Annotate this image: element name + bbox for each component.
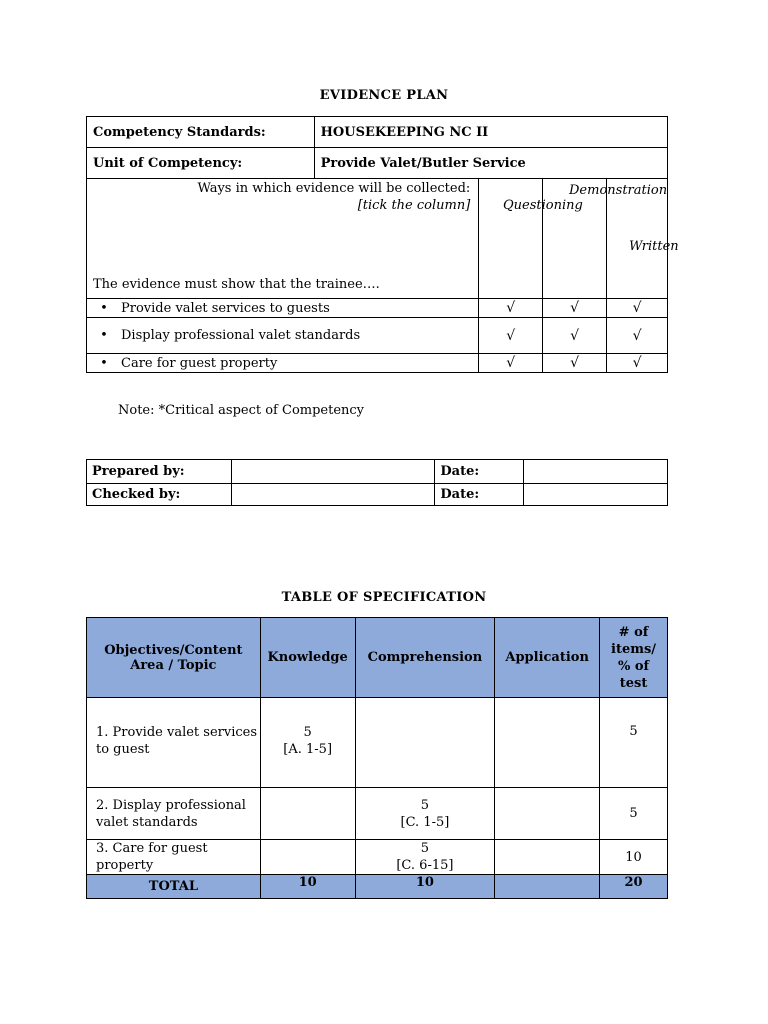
checked-date-field[interactable]: [524, 484, 668, 506]
bullet-icon: •: [100, 355, 108, 371]
tos-title: TABLE OF SPECIFICATION: [281, 590, 487, 605]
checkmark-icon: √: [543, 318, 607, 354]
tos-row-knowledge: [260, 840, 355, 875]
tos-row-items: 5: [600, 698, 668, 788]
prepared-by-label: Prepared by:: [87, 460, 232, 484]
tos-row-comprehension: [355, 698, 495, 788]
tos-row-knowledge: [260, 788, 355, 840]
written-label: Written: [629, 239, 679, 254]
evidence-plan-table: [86, 116, 668, 373]
competency-standards-label: Competency Standards:: [87, 117, 315, 148]
checkmark-icon: √: [479, 318, 543, 354]
unit-of-competency-label: Unit of Competency:: [87, 148, 315, 179]
bullet-icon: •: [100, 300, 108, 316]
tos-row-comprehension: [355, 788, 495, 840]
checkmark-icon: √: [607, 354, 668, 373]
checkmark-icon: √: [479, 354, 543, 373]
competency-standards-value: HOUSEKEEPING NC II: [314, 117, 667, 148]
unit-of-competency-value: Provide Valet/Butler Service: [314, 148, 667, 179]
evidence-row-text: Display professional valet standards: [121, 328, 361, 343]
evidence-row-text: Provide valet services to guests: [121, 300, 330, 316]
header-application: Application: [495, 618, 600, 698]
tos-row-knowledge: [260, 698, 355, 788]
header-knowledge: Knowledge: [260, 618, 355, 698]
questioning-header: [479, 179, 543, 299]
demonstration-label: Demonstration: [569, 183, 668, 198]
evidence-row-text: Care for guest property: [121, 355, 278, 371]
evidence-row: [87, 318, 479, 354]
tos-table: [86, 617, 668, 899]
evidence-plan-title: EVIDENCE PLAN: [319, 88, 449, 103]
prepared-date-field[interactable]: [524, 460, 668, 484]
checkmark-icon: √: [543, 354, 607, 373]
comprehension-count: 5: [420, 841, 430, 856]
signoff-table: [86, 459, 668, 506]
ways-line-1: Ways in which evidence will be collected:: [197, 181, 471, 196]
checkmark-icon: √: [607, 299, 668, 318]
checkmark-icon: √: [543, 299, 607, 318]
critical-aspect-note: Note: *Critical aspect of Competency: [118, 403, 365, 418]
comprehension-ref: [C. 6-15]: [396, 858, 454, 873]
tos-row-objective: 1. Provide valet services to guest: [87, 698, 261, 788]
tos-row-items: 5: [600, 788, 668, 840]
tos-row-objective: 3. Care for guest property: [87, 840, 261, 875]
prepared-by-field[interactable]: [231, 460, 435, 484]
total-application: [495, 875, 600, 899]
header-comprehension: Comprehension: [355, 618, 495, 698]
checked-by-field[interactable]: [231, 484, 435, 506]
tos-row-objective: 2. Display professional valet standards: [87, 788, 261, 840]
tos-row-comprehension: [355, 840, 495, 875]
evidence-intro: The evidence must show that the trainee….: [93, 277, 380, 292]
bullet-icon: •: [100, 328, 108, 343]
knowledge-ref: [A. 1-5]: [283, 742, 333, 757]
ways-cell: [87, 179, 479, 299]
comprehension-ref: [C. 1-5]: [400, 814, 450, 830]
date-label: Date:: [435, 460, 524, 484]
comprehension-count: 5: [420, 797, 430, 813]
total-label: TOTAL: [87, 875, 261, 899]
evidence-row: [87, 354, 479, 373]
knowledge-count: 5: [303, 725, 312, 740]
questioning-label: Questioning: [503, 198, 583, 213]
checked-by-label: Checked by:: [87, 484, 232, 506]
header-items: # of items/ % of test: [600, 618, 668, 698]
date-label: Date:: [435, 484, 524, 506]
evidence-row: [87, 299, 479, 318]
checkmark-icon: √: [479, 299, 543, 318]
total-comprehension: 10: [355, 875, 495, 899]
total-items: 20: [600, 875, 668, 899]
tos-row-application: [495, 840, 600, 875]
tos-row-items: 10: [600, 840, 668, 875]
tos-row-application: [495, 698, 600, 788]
total-knowledge: 10: [260, 875, 355, 899]
header-objectives: Objectives/Content Area / Topic: [87, 618, 261, 698]
tos-row-application: [495, 788, 600, 840]
checkmark-icon: √: [607, 318, 668, 354]
ways-line-2: [tick the column]: [357, 198, 471, 213]
